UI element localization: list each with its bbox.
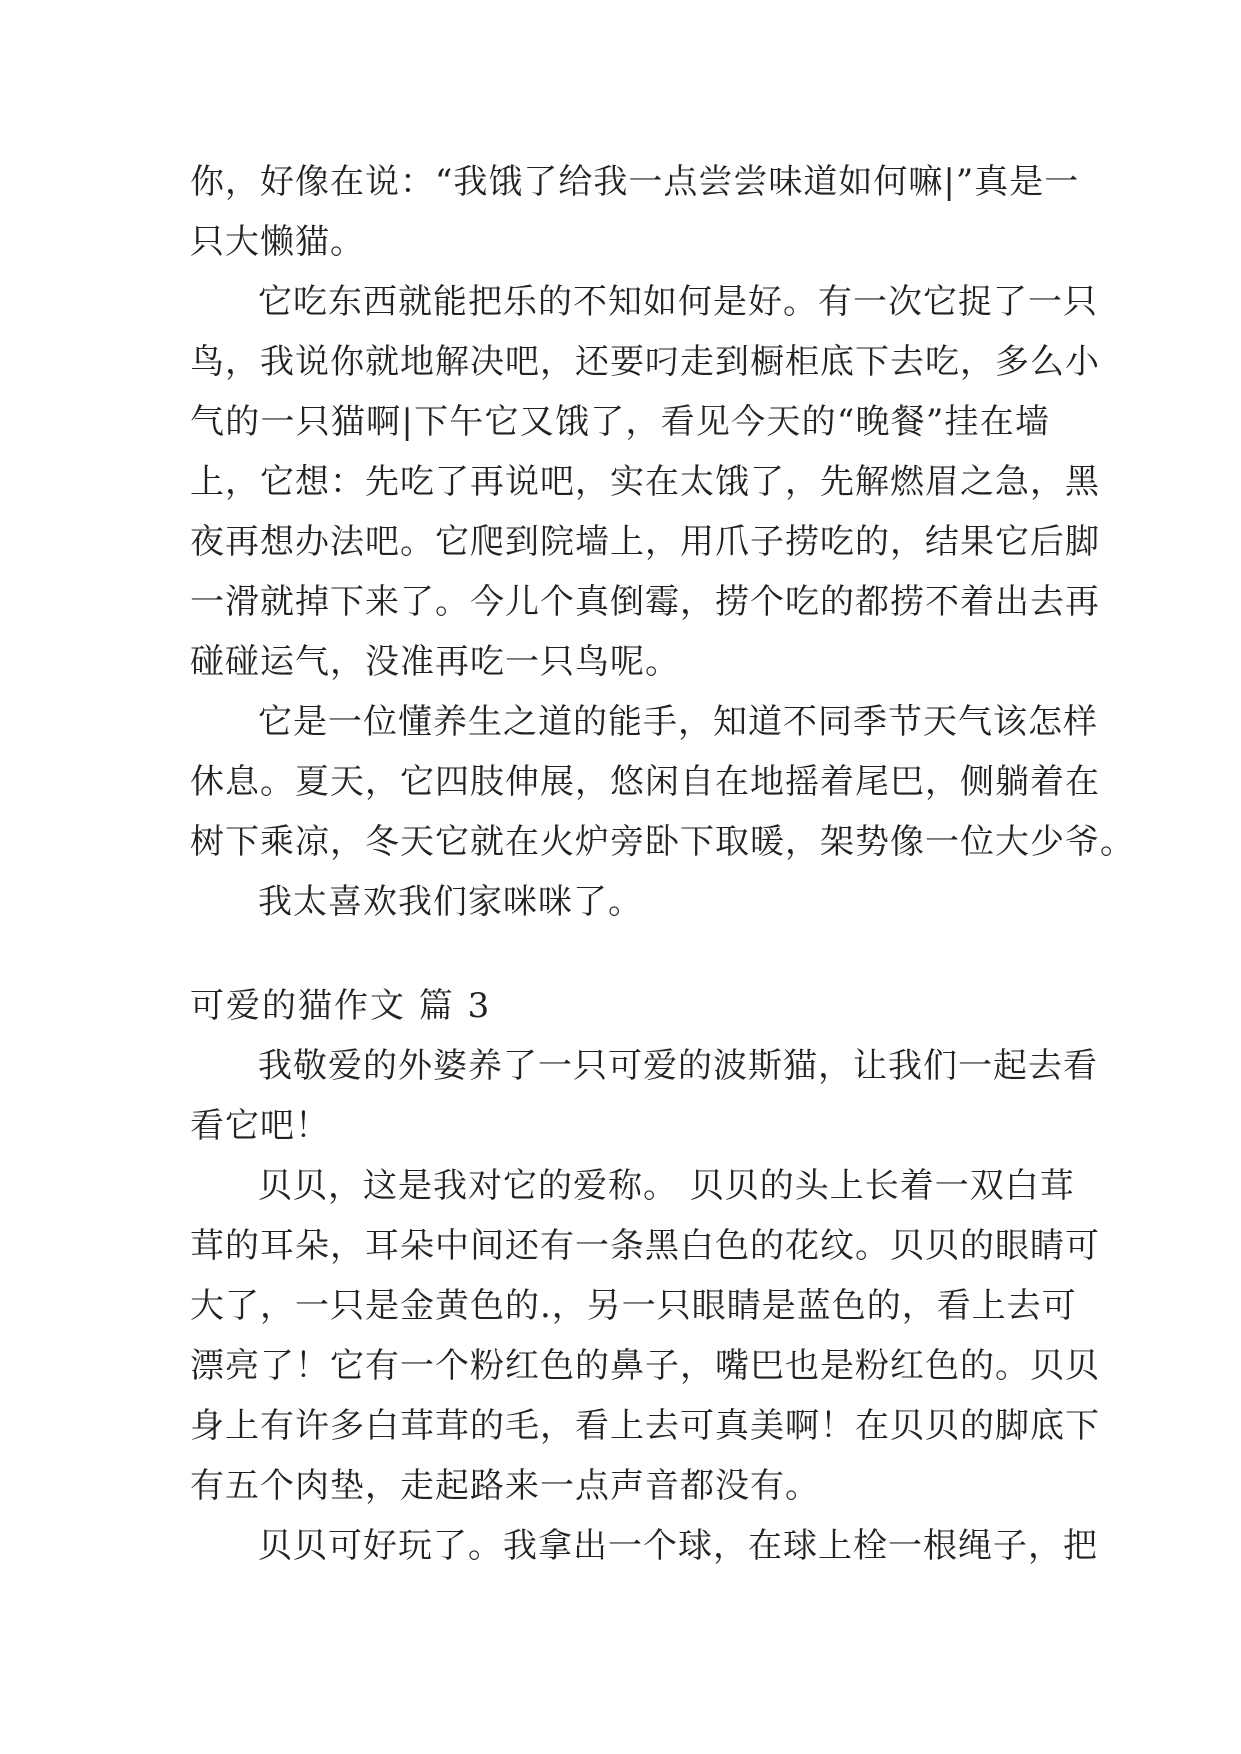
- paragraph-first-line: 贝贝可好玩了。我拿出一个球，在球上栓一根绳子，把: [258, 1526, 1098, 1566]
- paragraph-first-line: 我太喜欢我们家咪咪了。: [258, 882, 643, 922]
- text-line: 气的一只猫啊|下午它又饿了，看见今天的“晚餐”挂在墙: [190, 402, 1050, 442]
- text-line: 大了，一只是金黄色的.，另一只眼睛是蓝色的，看上去可: [190, 1286, 1077, 1326]
- paragraph-first-line: 它是一位懂养生之道的能手，知道不同季节天气该怎样: [258, 702, 1098, 742]
- text-line: 休息。夏天，它四肢伸展，悠闲自在地摇着尾巴，侧躺着在: [190, 762, 1100, 802]
- paragraph-first-line: 我敬爱的外婆养了一只可爱的波斯猫，让我们一起去看: [258, 1046, 1098, 1086]
- text-line: 一滑就掉下来了。今儿个真倒霉，捞个吃的都捞不着出去再: [190, 582, 1100, 622]
- text-line: 看它吧！: [190, 1106, 330, 1146]
- paragraph-first-line: 贝贝，这是我对它的爱称。 贝贝的头上长着一双白茸: [258, 1166, 1075, 1206]
- text-line: 夜再想办法吧。它爬到院墙上，用爪子捞吃的，结果它后脚: [190, 522, 1100, 562]
- text-line: 有五个肉垫，走起路来一点声音都没有。: [190, 1466, 820, 1506]
- paragraph-first-line: 它吃东西就能把乐的不知如何是好。有一次它捉了一只: [258, 282, 1098, 322]
- text-line: 你，好像在说：“我饿了给我一点尝尝味道如何嘛|”真是一: [190, 162, 1080, 202]
- text-line: 身上有许多白茸茸的毛，看上去可真美啊！在贝贝的脚底下: [190, 1406, 1100, 1446]
- text-line: 碰碰运气，没准再吃一只鸟呢。: [190, 642, 680, 682]
- text-line: 上，它想：先吃了再说吧，实在太饿了，先解燃眉之急，黑: [190, 462, 1100, 502]
- text-line: 树下乘凉，冬天它就在火炉旁卧下取暖，架势像一位大少爷。: [190, 822, 1135, 862]
- text-line: 漂亮了！它有一个粉红色的鼻子，嘴巴也是粉红色的。贝贝: [190, 1346, 1100, 1386]
- text-line: 鸟，我说你就地解决吧，还要叼走到橱柜底下去吃，多么小: [190, 342, 1100, 382]
- text-line: 只大懒猫。: [190, 222, 365, 262]
- section-heading: 可爱的猫作文 篇 3: [190, 986, 492, 1026]
- text-line: 茸的耳朵，耳朵中间还有一条黑白色的花纹。贝贝的眼睛可: [190, 1226, 1100, 1266]
